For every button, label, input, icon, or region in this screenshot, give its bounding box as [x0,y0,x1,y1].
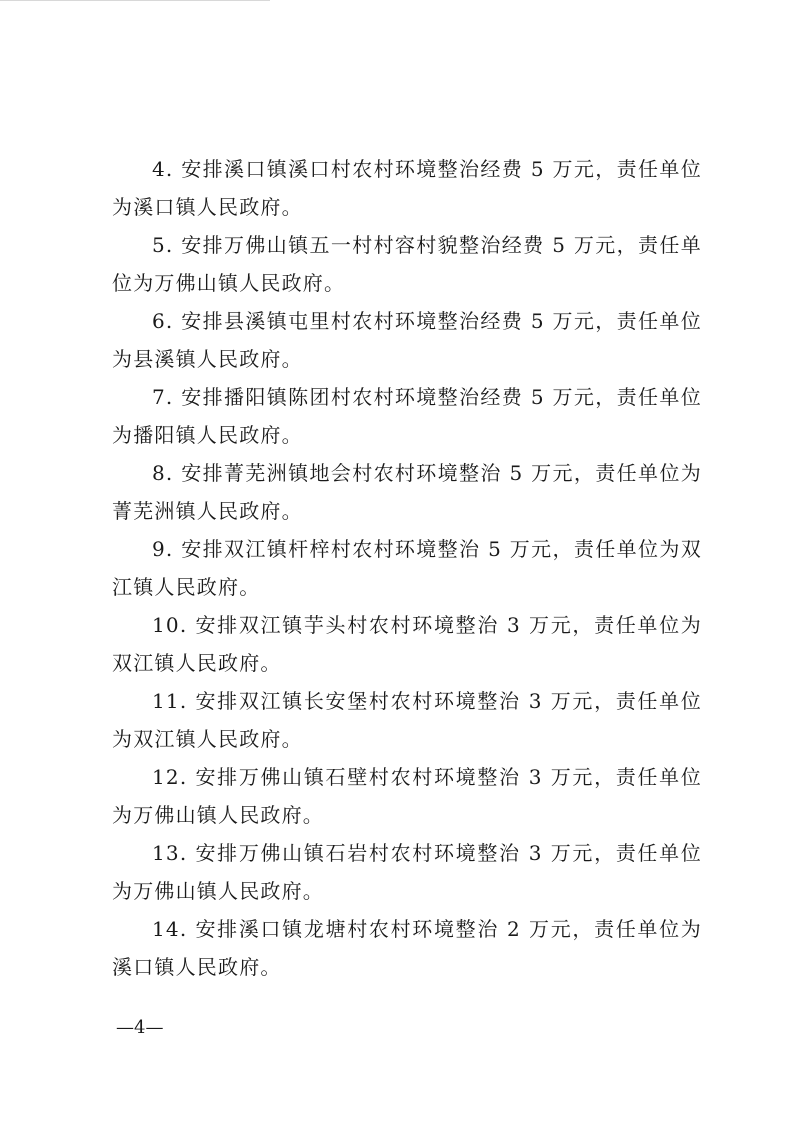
list-item-10: 10. 安排双江镇芋头村农村环境整治 3 万元，责任单位为双江镇人民政府。 [112,613,702,675]
document-body [112,150,702,986]
list-item-7: 7. 安排播阳镇陈团村农村环境整治经费 5 万元，责任单位为播阳镇人民政府。 [112,385,702,447]
list-item-5: 5. 安排万佛山镇五一村村容村貌整治经费 5 万元，责任单位为万佛山镇人民政府。 [112,233,702,295]
list-item-6: 6. 安排县溪镇屯里村农村环境整治经费 5 万元，责任单位为县溪镇人民政府。 [112,309,702,371]
list-item-12: 12. 安排万佛山镇石壁村农村环境整治 3 万元，责任单位为万佛山镇人民政府。 [112,765,702,827]
top-edge-rule [0,0,270,1]
list-item-13: 13. 安排万佛山镇石岩村农村环境整治 3 万元，责任单位为万佛山镇人民政府。 [112,841,702,903]
list-item-11: 11. 安排双江镇长安堡村农村环境整治 3 万元，责任单位为双江镇人民政府。 [112,689,702,751]
list-item-4: 4. 安排溪口镇溪口村农村环境整治经费 5 万元，责任单位为溪口镇人民政府。 [112,157,702,219]
page-number: —4— [116,1017,164,1038]
list-item-8: 8. 安排菁芜洲镇地会村农村环境整治 5 万元，责任单位为菁芜洲镇人民政府。 [112,461,702,523]
list-item-9: 9. 安排双江镇杆梓村农村环境整治 5 万元，责任单位为双江镇人民政府。 [112,537,702,599]
list-item-14: 14. 安排溪口镇龙塘村农村环境整治 2 万元，责任单位为溪口镇人民政府。 [112,917,702,979]
